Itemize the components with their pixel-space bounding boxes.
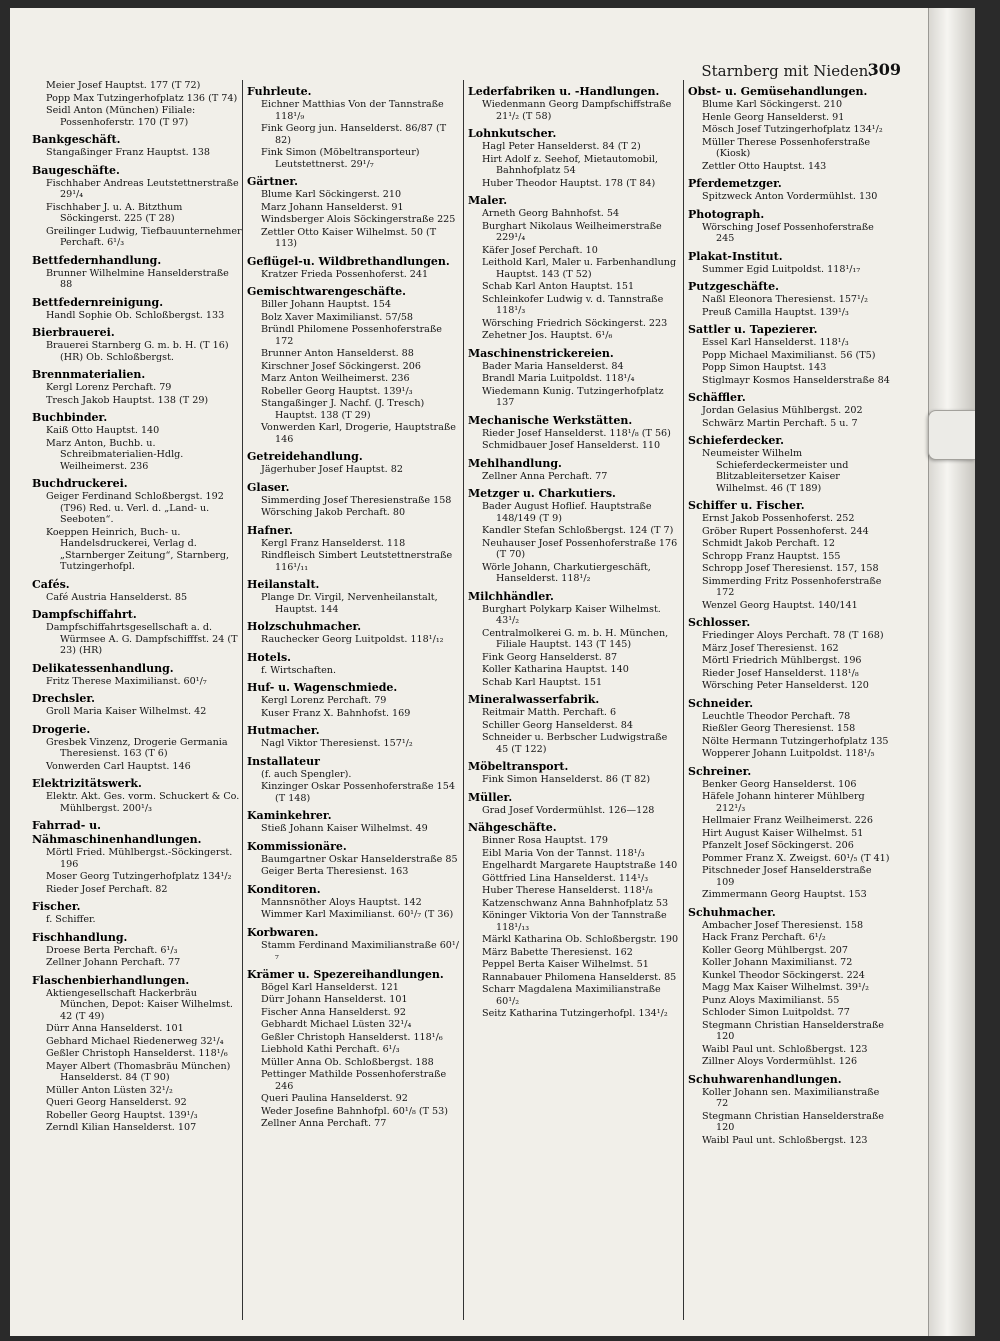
directory-entry: Rießler Georg Theresienst. 158	[702, 723, 856, 734]
directory-entry: Koller Johann Maximilianst. 72	[702, 957, 853, 968]
directory-entry: Vonwerden Carl Hauptst. 146	[46, 760, 191, 772]
directory-entry: Stangaßinger J. Nachf. (J. Tresch) Hauptst. 138 (T 29)	[261, 398, 425, 421]
directory-entry: Burghart Nikolaus Weilheimerstraße 229¹/₄	[482, 220, 662, 243]
directory-entry: Reitmair Matth. Perchaft. 6	[482, 707, 617, 718]
directory-entry: Ambacher Josef Theresienst. 158	[702, 919, 864, 931]
section-heading: Nähgeschäfte.	[468, 821, 557, 834]
directory-entry: Punz Aloys Maximilianst. 55	[702, 994, 840, 1006]
section-heading: Schiffer u. Fischer.	[688, 499, 805, 512]
directory-entry: Stangaßinger Franz Hauptst. 138	[46, 147, 210, 158]
directory-entry: Arneth Georg Bahnhofst. 54	[482, 208, 620, 219]
directory-entry: Kinzinger Oskar Possenhoferstraße 154 (T 148)	[261, 781, 455, 804]
directory-entry: Zettler Otto Kaiser Wilhelmst. 50 (T 113)	[261, 226, 437, 249]
running-title: Starnberg mit Nieden.	[701, 62, 873, 80]
page-edge	[928, 8, 975, 1336]
directory-entry: Droese Berta Perchaft. 6¹/₃	[46, 944, 178, 956]
section-heading: Metzger u. Charkutiers.	[468, 487, 616, 500]
directory-entry: Brauerei Starnberg G. m. b. H. (T 16) (HR) Ob. Schloßbergst.	[46, 340, 229, 363]
directory-entry: Meier Josef Hauptst. 177 (T 72)	[46, 80, 201, 91]
directory-entry: Wörsching Jakob Perchaft. 80	[261, 507, 406, 518]
directory-entry: Hellmaier Franz Weilheimerst. 226	[702, 815, 873, 826]
directory-entry: Centralmolkerei G. m. b. H. München, Filiale Hauptst. 143 (T 145)	[482, 627, 669, 650]
directory-entry: Neumeister Wilhelm Schieferdeckermeister und Blitzableitersetzer Kaiser Wilhelmst. 46 (T 189)	[702, 448, 849, 494]
directory-entry: Seitz Katharina Tutzingerhofpl. 134¹/₂	[482, 1008, 668, 1019]
directory-entry: Rannabauer Philomena Hanselderst. 85	[482, 971, 677, 983]
section-heading: Photograph.	[688, 207, 765, 221]
directory-entry: Schab Karl Anton Hauptst. 151	[482, 281, 635, 292]
section-heading: Installateur	[247, 754, 320, 768]
directory-entry: Leuchtle Theodor Perchaft. 78	[702, 710, 851, 722]
column-1	[32, 80, 244, 1320]
directory-entry: Rieder Josef Hanselderst. 118¹/₈ (T 56)	[482, 427, 671, 439]
directory-entry: Jordan Gelasius Mühlbergst. 202	[702, 405, 863, 416]
directory-entry: Gröber Rupert Possenhoferst. 244	[702, 525, 869, 537]
directory-entry: Vonwerden Karl, Drogerie, Hauptstraße 146	[261, 422, 456, 445]
section-heading: Schuhmacher.	[688, 905, 776, 919]
directory-entry: Marz Johann Hanselderst. 91	[261, 201, 404, 213]
section-heading: Baugeschäfte.	[32, 163, 120, 177]
directory-entry: Rieder Josef Hanselderst. 118¹/₈	[702, 667, 859, 679]
directory-entry: Rauchecker Georg Luitpoldst. 118¹/₁₂	[261, 634, 444, 645]
directory-entry: f. Schiffer.	[46, 914, 96, 925]
directory-entry: Pettinger Mathilde Possenhoferstraße 246	[261, 1069, 447, 1092]
section-heading: Huf- u. Wagenschmiede.	[247, 681, 398, 694]
section-heading: Cafés.	[32, 577, 70, 591]
directory-entry: f. Wirtschaften.	[261, 664, 337, 676]
directory-entry: Pfanzelt Josef Söckingerst. 206	[702, 840, 854, 851]
directory-entry: Blume Karl Söckingerst. 210	[702, 99, 843, 110]
directory-entry: Mayer Albert (Thomasbräu München) Hanselderst. 84 (T 90)	[46, 1060, 231, 1083]
directory-entry: Müller Anton Lüsten 32¹/₂	[46, 1084, 173, 1096]
directory-entry: Stegmann Christian Hanselderstraße 120	[702, 1110, 884, 1133]
directory-entry: Stiglmayr Kosmos Hanselderstraße 84	[702, 374, 890, 386]
section-heading: Müller.	[468, 790, 513, 804]
directory-page	[10, 8, 975, 1336]
directory-entry: Kunkel Theodor Söckingerst. 224	[702, 969, 865, 981]
section-heading: Putzgeschäfte.	[688, 280, 779, 293]
directory-entry: Fink Georg jun. Hanselderst. 86/87 (T 82)	[261, 123, 447, 146]
directory-entry: Neuhauser Josef Possenhoferstraße 176 (T 70)	[482, 537, 678, 560]
section-heading: Heilanstalt.	[247, 578, 320, 591]
directory-entry: Geßler Christoph Hanselderst. 118¹/₆	[261, 1031, 443, 1043]
directory-entry: Brunner Anton Hanselderst. 88	[261, 348, 414, 359]
directory-entry: Queri Paulina Hanselderst. 92	[261, 1093, 408, 1104]
directory-entry: Hirt Adolf z. Seehof, Mietautomobil, Bahnhofplatz 54	[482, 153, 658, 176]
section-heading: Schuhwarenhandlungen.	[688, 1072, 842, 1086]
section-heading: Kaminkehrer.	[247, 809, 332, 822]
directory-entry: Dampfschiffahrtsgesellschaft a. d. Würmsee A. G. Dampfschifffst. 24 (T 23) (HR)	[46, 622, 238, 656]
directory-entry: Wopperer Johann Luitpoldst. 118¹/₅	[702, 748, 875, 759]
directory-entry: Fischhaber J. u. A. Bitzthum Söckingerst. 225 (T 28)	[46, 201, 183, 224]
directory-entry: Kergl Lorenz Perchaft. 79	[46, 382, 172, 393]
directory-entry: Wiedemann Kunig. Tutzingerhofplatz 137	[482, 385, 664, 408]
directory-entry: Fink Simon (Möbeltransporteur) Leutstettnerst. 29¹/₇	[261, 147, 420, 170]
directory-entry: Elektr. Akt. Ges. vorm. Schuckert & Co. Mühlbergst. 200¹/₃	[46, 791, 240, 814]
directory-entry: Schwärz Martin Perchaft. 5 u. 7	[702, 417, 858, 429]
directory-entry: Queri Georg Hanselderst. 92	[46, 1097, 187, 1108]
directory-entry: Kaiß Otto Hauptst. 140	[46, 425, 160, 436]
directory-entry: Mösch Josef Tutzingerhofplatz 134¹/₂	[702, 124, 883, 135]
directory-entry: Bader August Hoflief. Hauptstraße 148/149 (T 9)	[482, 501, 652, 524]
directory-entry: Rindfleisch Simbert Leutstettnerstraße 116¹/₁₁	[261, 550, 453, 573]
directory-entry: Stieß Johann Kaiser Wilhelmst. 49	[261, 823, 428, 834]
directory-entry: Huber Theodor Hauptst. 178 (T 84)	[482, 177, 656, 189]
directory-entry: Häfele Johann hinterer Mühlberg 212¹/₃	[702, 791, 865, 814]
section-heading: Mehlhandlung.	[468, 456, 562, 470]
directory-entry: Scharr Magdalena Maximilianstraße 60¹/₂	[482, 984, 661, 1007]
directory-entry: Gebhard Michael Riedenerweg 32¹/₄	[46, 1035, 224, 1047]
directory-entry: Waibl Paul unt. Schloßbergst. 123	[702, 1043, 868, 1055]
directory-entry: Schleinkofer Ludwig v. d. Tannstraße 118¹/₃	[482, 293, 664, 316]
directory-entry: Schmidbauer Josef Hanselderst. 110	[482, 440, 661, 451]
directory-entry: Wörsching Josef Possenhoferstraße 245	[702, 221, 874, 244]
directory-entry: Peppel Berta Kaiser Wilhelmst. 51	[482, 959, 649, 970]
directory-entry: Koller Johann sen. Maximilianstraße 72	[702, 1086, 880, 1109]
directory-entry: Zerndl Kilian Hanselderst. 107	[46, 1122, 197, 1133]
section-heading: Bettfedernhandlung.	[32, 253, 162, 267]
directory-entry: Greilinger Ludwig, Tiefbauunternehmer Perchaft. 6¹/₃	[46, 225, 242, 248]
section-heading: Holzschuhmacher.	[247, 620, 362, 633]
directory-entry: Wörle Johann, Charkutiergeschäft, Hanselderst. 118¹/₂	[482, 561, 651, 584]
directory-entry: Bründl Philomene Possenhoferstraße 172	[261, 324, 442, 347]
section-heading: Mechanische Werkstätten.	[468, 413, 633, 427]
directory-entry: Grad Josef Vordermühlst. 126—128	[482, 804, 655, 816]
directory-entry: Popp Max Tutzingerhofplatz 136 (T 74)	[46, 92, 238, 104]
section-heading: Krämer u. Spezereihandlungen.	[247, 967, 444, 981]
directory-entry: Leithold Karl, Maler u. Farbenhandlung Hauptst. 143 (T 52)	[482, 257, 677, 280]
directory-entry: Kergl Lorenz Perchaft. 79	[261, 695, 387, 706]
section-heading: Sattler u. Tapezierer.	[688, 323, 818, 336]
directory-entry: Rieder Josef Perchaft. 82	[46, 883, 168, 895]
directory-entry: März Josef Theresienst. 162	[702, 642, 839, 654]
directory-entry: Mannsnöther Aloys Hauptst. 142	[261, 896, 422, 908]
directory-entry: Aktiengesellschaft Hackerbräu München, Depot: Kaiser Wilhelmst. 42 (T 49)	[46, 987, 233, 1022]
directory-entry: Fink Georg Hanselderst. 87	[482, 651, 618, 663]
directory-entry: Schneider u. Berbscher Ludwigstraße 45 (T 122)	[482, 732, 668, 755]
directory-entry: Waibl Paul unt. Schloßbergst. 123	[702, 1134, 868, 1146]
directory-entry: Wörsching Friedrich Söckingerst. 223	[482, 317, 668, 329]
directory-entry: Benker Georg Hanselderst. 106	[702, 778, 857, 790]
directory-entry: Stamm Ferdinand Maximilianstraße 60¹/₇	[261, 939, 459, 962]
directory-entry: Simmerding Josef Theresienstraße 158	[261, 494, 452, 506]
directory-entry: Kergl Franz Hanselderst. 118	[261, 537, 406, 549]
directory-entry: Zellner Anna Perchaft. 77	[261, 1118, 387, 1129]
section-heading: Drechsler.	[32, 692, 96, 705]
directory-entry: Gebhardt Michael Lüsten 32¹/₄	[261, 1019, 412, 1030]
directory-entry: Summer Egid Luitpoldst. 118¹/₁₇	[702, 263, 861, 275]
section-heading: Gärtner.	[247, 175, 299, 188]
directory-entry: Essel Karl Hanselderst. 118¹/₃	[702, 337, 849, 348]
directory-entry: Fritz Therese Maximilianst. 60¹/₇	[46, 675, 207, 687]
directory-entry: Geßler Christoph Hanselderst. 118¹/₆	[46, 1048, 228, 1059]
index-tab	[928, 410, 975, 460]
column-2	[247, 80, 459, 1320]
directory-entry: Fink Simon Hanselderst. 86 (T 82)	[482, 774, 651, 785]
section-heading: Getreidehandlung.	[247, 450, 363, 463]
section-heading: Drogerie.	[32, 722, 91, 736]
directory-entry: Pommer Franz X. Zweigst. 60¹/₅ (T 41)	[702, 852, 890, 864]
directory-entry: Ernst Jakob Possenhoferst. 252	[702, 513, 855, 524]
section-heading: Buchbinder.	[32, 411, 108, 424]
section-heading: Delikatessenhandlung.	[32, 661, 174, 675]
section-heading: Elektrizitätswerk.	[32, 777, 142, 790]
directory-entry: Kirschner Josef Söckingerst. 206	[261, 360, 421, 372]
section-heading: Pferdemetzger.	[688, 177, 782, 190]
directory-entry: Marz Anton, Buchb. u. Schreibmaterialien-Hdlg. Weilheimerst. 236	[46, 437, 184, 472]
section-heading: Lohnkutscher.	[468, 127, 557, 140]
directory-entry: Schiller Georg Hanselderst. 84	[482, 719, 633, 731]
directory-entry: Geiger Berta Theresienst. 163	[261, 866, 409, 877]
directory-entry: (f. auch Spengler).	[261, 768, 352, 780]
directory-entry: Wimmer Karl Maximilianst. 60¹/₇ (T 36)	[261, 909, 454, 920]
directory-entry: Koeppen Heinrich, Buch- u. Handelsdruckerei, Verlag d. „Starnberger Zeitung“, Starnberg, Tutzingerhofpl.	[46, 526, 230, 572]
section-heading: Kommissionäre.	[247, 839, 347, 853]
section-heading: Bettfedernreinigung.	[32, 295, 164, 309]
section-heading: Hafner.	[247, 523, 293, 537]
directory-entry: Kandler Stefan Schloßbergst. 124 (T 7)	[482, 525, 674, 536]
directory-entry: Zehetner Jos. Hauptst. 6¹/₆	[482, 330, 613, 341]
directory-entry: Binner Rosa Hauptst. 179	[482, 835, 608, 846]
directory-entry: Zillner Aloys Vordermühlst. 126	[702, 1056, 858, 1067]
directory-entry: Weder Josefine Bahnhofpl. 60¹/₈ (T 53)	[261, 1105, 449, 1117]
directory-entry: Naßl Eleonora Theresienst. 157¹/₂	[702, 294, 868, 305]
directory-entry: Preuß Camilla Hauptst. 139¹/₃	[702, 306, 849, 318]
directory-entry: Schloder Simon Luitpoldst. 77	[702, 1007, 850, 1018]
directory-entry: Schab Karl Hauptst. 151	[482, 676, 603, 688]
directory-entry: Bögel Karl Hanselderst. 121	[261, 981, 399, 993]
directory-entry: Zimmermann Georg Hauptst. 153	[702, 889, 867, 900]
directory-entry: Blume Karl Söckingerst. 210	[261, 189, 402, 200]
section-heading: Mineralwasserfabrik.	[468, 693, 600, 706]
directory-entry: Friedinger Aloys Perchaft. 78 (T 168)	[702, 630, 884, 641]
section-heading: Möbeltransport.	[468, 760, 569, 773]
directory-entry: Nölte Hermann Tutzingerhofplatz 135	[702, 735, 889, 747]
directory-entry: Zellner Anna Perchaft. 77	[482, 470, 608, 482]
section-heading: Geflügel-u. Wildbrethandlungen.	[247, 254, 450, 268]
directory-entry: Zellner Johann Perchaft. 77	[46, 957, 181, 968]
directory-entry: Brunner Wilhelmine Hanselderstraße 88	[46, 267, 229, 290]
section-heading: Maler.	[468, 194, 508, 207]
directory-entry: Schropp Josef Theresienst. 157, 158	[702, 563, 879, 574]
section-heading: Schäffler.	[688, 391, 746, 404]
directory-entry: Simmerding Fritz Possenhoferstraße 172	[702, 575, 882, 598]
section-heading: Bierbrauerei.	[32, 326, 115, 339]
directory-entry: Nagl Viktor Theresienst. 157¹/₂	[261, 738, 413, 749]
directory-entry: Magg Max Kaiser Wilhelmst. 39¹/₂	[702, 982, 869, 993]
directory-entry: Popp Michael Maximilianst. 56 (T5)	[702, 349, 876, 361]
section-heading: Fuhrleute.	[247, 85, 312, 98]
directory-entry: Plange Dr. Virgil, Nervenheilanstalt, Hauptst. 144	[261, 592, 438, 615]
directory-entry: Wiedenmann Georg Dampfschiffstraße 21¹/₂ (T 58)	[482, 99, 672, 122]
section-heading: Buchdruckerei.	[32, 477, 128, 490]
section-heading: Fahrrad- u. Nähmaschinenhandlungen.	[32, 819, 202, 846]
directory-entry: Huber Therese Hanselderst. 118¹/₈	[482, 885, 653, 896]
directory-entry: Robeller Georg Hauptst. 139¹/₃	[261, 385, 413, 397]
directory-entry: Gresbek Vinzenz, Drogerie Germania Theresienst. 163 (T 6)	[46, 736, 228, 759]
section-heading: Schreiner.	[688, 764, 752, 778]
directory-entry: Windsberger Alois Söckingerstraße 225	[261, 214, 456, 225]
section-heading: Hotels.	[247, 650, 292, 664]
directory-entry: Brandl Maria Luitpoldst. 118¹/₄	[482, 373, 635, 384]
directory-entry: Fischhaber Andreas Leutstettnerstraße 29¹/₄	[46, 177, 239, 200]
section-heading: Glaser.	[247, 480, 290, 494]
directory-entry: Wörsching Peter Hanselderst. 120	[702, 680, 869, 691]
directory-entry: Popp Simon Hauptst. 143	[702, 362, 827, 373]
directory-entry: Schropp Franz Hauptst. 155	[702, 550, 841, 562]
section-heading: Lederfabriken u. -Handlungen.	[468, 85, 660, 98]
directory-entry: Wenzel Georg Hauptst. 140/141	[702, 599, 858, 611]
directory-entry: März Babette Theresienst. 162	[482, 946, 633, 958]
directory-entry: Eichner Matthias Von der Tannstraße 118¹/₉	[261, 99, 444, 122]
directory-entry: Dürr Johann Hanselderst. 101	[261, 994, 408, 1005]
directory-entry: Göttfried Lina Hanselderst. 114¹/₃	[482, 872, 649, 884]
directory-entry: Katzenschwanz Anna Bahnhofplatz 53	[482, 897, 669, 909]
section-heading: Korbwaren.	[247, 925, 319, 939]
directory-entry: Köninger Viktoria Von der Tannstraße 118¹/₁₃	[482, 910, 667, 933]
page-number: 309	[867, 60, 901, 79]
column-3	[468, 80, 680, 1320]
directory-entry: Bolz Xaver Maximilianst. 57/58	[261, 311, 414, 323]
directory-entry: Handl Sophie Ob. Schloßbergst. 133	[46, 309, 225, 321]
directory-entry: Mörtl Fried. Mühlbergst.-Söckingerst. 196	[46, 847, 233, 870]
directory-entry: Dürr Anna Hanselderst. 101	[46, 1023, 184, 1034]
directory-entry: Liebhold Kathi Perchaft. 6¹/₃	[261, 1044, 400, 1055]
directory-entry: Marz Anton Weilheimerst. 236	[261, 373, 410, 384]
section-heading: Bankgeschäft.	[32, 133, 121, 146]
section-heading: Maschinenstrickereien.	[468, 346, 614, 360]
section-heading: Fischhandlung.	[32, 930, 128, 944]
section-heading: Schlosser.	[688, 616, 751, 629]
directory-entry: Baumgartner Oskar Hanselderstraße 85	[261, 853, 458, 865]
directory-entry: Biller Johann Hauptst. 154	[261, 299, 391, 310]
directory-entry: Mörtl Friedrich Mühlbergst. 196	[702, 655, 862, 666]
column-divider	[683, 80, 684, 1320]
directory-entry: Eibl Maria Von der Tannst. 118¹/₃	[482, 847, 645, 859]
directory-entry: Seidl Anton (München) Filiale: Possenhoferstr. 170 (T 97)	[46, 105, 196, 128]
section-heading: Obst- u. Gemüsehandlungen.	[688, 85, 868, 98]
section-heading: Brennmaterialien.	[32, 368, 146, 381]
section-heading: Dampfschiffahrt.	[32, 608, 137, 621]
directory-entry: Hagl Peter Hanselderst. 84 (T 2)	[482, 141, 641, 152]
section-heading: Schieferdecker.	[688, 434, 784, 447]
directory-entry: Schmidt Jakob Perchaft. 12	[702, 538, 835, 549]
section-heading: Konditoren.	[247, 882, 321, 896]
column-4	[688, 80, 892, 1320]
directory-entry: Kuser Franz X. Bahnhofst. 169	[261, 707, 411, 719]
directory-entry: Jägerhuber Josef Hauptst. 82	[261, 464, 403, 475]
column-divider	[242, 80, 243, 1320]
directory-entry: Müller Anna Ob. Schloßbergst. 188	[261, 1056, 434, 1068]
directory-entry: Pitschneder Josef Hanselderstraße 109	[702, 865, 872, 888]
column-divider	[463, 80, 464, 1320]
directory-entry: Fischer Anna Hanselderst. 92	[261, 1006, 406, 1018]
section-heading: Flaschenbierhandlungen.	[32, 973, 190, 987]
directory-entry: Geiger Ferdinand Schloßbergst. 192 (T96) Red. u. Verl. d. „Land- u. Seeboten“.	[46, 491, 224, 525]
directory-entry: Müller Therese Possenhoferstraße (Kiosk)	[702, 136, 871, 159]
directory-entry: Café Austria Hanselderst. 85	[46, 591, 188, 603]
directory-entry: Moser Georg Tutzingerhofplatz 134¹/₂	[46, 871, 232, 882]
directory-entry: Groll Maria Kaiser Wilhelmst. 42	[46, 706, 207, 717]
directory-entry: Spitzweck Anton Vordermühlst. 130	[702, 191, 878, 202]
directory-entry: Koller Katharina Hauptst. 140	[482, 664, 629, 675]
directory-entry: Robeller Georg Hauptst. 139¹/₃	[46, 1109, 198, 1121]
section-heading: Gemischtwarengeschäfte.	[247, 285, 406, 298]
directory-entry: Hack Franz Perchaft. 6¹/₂	[702, 932, 826, 943]
section-heading: Hutmacher.	[247, 724, 320, 737]
directory-entry: Käfer Josef Perchaft. 10	[482, 244, 598, 256]
directory-entry: Bader Maria Hanselderst. 84	[482, 360, 624, 372]
directory-entry: Engelhardt Margarete Hauptstraße 140	[482, 860, 678, 871]
directory-entry: Zettler Otto Hauptst. 143	[702, 160, 827, 172]
section-heading: Milchhändler.	[468, 589, 554, 603]
section-heading: Fischer.	[32, 900, 81, 913]
directory-entry: Koller Georg Mühlbergst. 207	[702, 944, 849, 956]
directory-entry: Märkl Katharina Ob. Schloßbergstr. 190	[482, 934, 679, 945]
section-heading: Plakat-Institut.	[688, 249, 783, 263]
directory-entry: Tresch Jakob Hauptst. 138 (T 29)	[46, 394, 209, 406]
page-header	[10, 56, 965, 80]
section-heading: Schneider.	[688, 696, 754, 710]
directory-entry: Stegmann Christian Hanselderstraße 120	[702, 1019, 884, 1042]
directory-entry: Kratzer Frieda Possenhoferst. 241	[261, 268, 429, 280]
directory-entry: Hirt August Kaiser Wilhelmst. 51	[702, 827, 864, 839]
directory-entry: Burghart Polykarp Kaiser Wilhelmst. 43¹/₂	[482, 603, 661, 626]
directory-entry: Henle Georg Hanselderst. 91	[702, 111, 845, 123]
